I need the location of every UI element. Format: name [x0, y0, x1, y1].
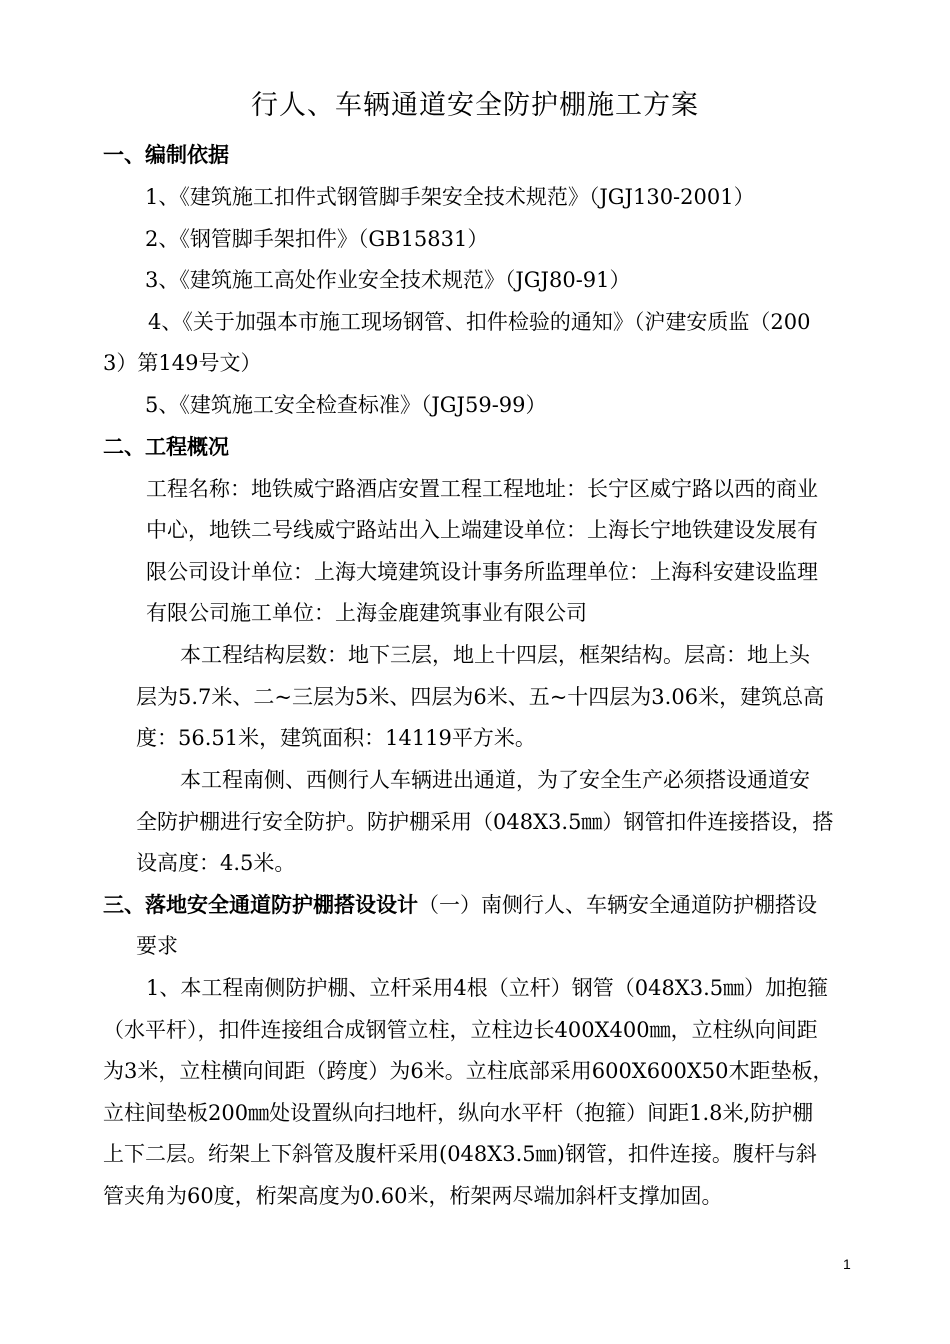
- structure-line-3: 度：56.51米，建筑面积：14119平方米。: [136, 726, 536, 750]
- project-info-line-1: 工程名称：地铁威宁路酒店安置工程工程地址：长宁区威宁路以西的商业: [146, 477, 818, 501]
- design-line-3: 为3米，立柱横向间距（跨度）为6米。立柱底部采用600X600X50木距垫板，: [103, 1059, 834, 1083]
- section3-subheading: （一）南侧行人、车辆安全通道防护棚搭设: [418, 893, 817, 917]
- channel-line-1: 本工程南侧、西侧行人车辆进出通道，为了安全生产必须搭设通道安: [180, 768, 810, 792]
- design-line-6: 管夹角为60度，桁架高度为0.60米，桁架两尽端加斜杆支撑加固。: [103, 1184, 723, 1208]
- structure-line-2: 层为5.7米、二~三层为5米、四层为6米、五~十四层为3.06米，建筑总高: [136, 685, 825, 709]
- section2-heading: 二、工程概况: [103, 435, 229, 459]
- section3-subheading-cont: 要求: [136, 934, 178, 958]
- design-line-2: （水平杆），扣件连接组合成钢管立柱，立柱边长400X400㎜，立柱纵向间距: [103, 1018, 818, 1042]
- project-info-line-3: 限公司设计单位：上海大境建筑设计事务所监理单位：上海科安建设监理: [146, 560, 818, 584]
- section1-item-5: 5、《建筑施工安全检查标准》（JGJ59-99）: [145, 393, 547, 417]
- channel-line-2: 全防护棚进行安全防护。防护棚采用（048X3.5㎜）钢管扣件连接搭设，搭: [136, 810, 834, 834]
- design-line-5: 上下二层。绗架上下斜管及腹杆采用(048X3.5㎜)钢管，扣件连接。腹杆与斜: [103, 1142, 817, 1166]
- section1-heading: 一、编制依据: [103, 143, 229, 167]
- section1-item-4-cont: 3）第149号文）: [103, 351, 262, 375]
- document-title: 行人、车辆通道安全防护棚施工方案: [251, 90, 699, 121]
- section3-heading-bold: 三、落地安全通道防护棚搭设设计: [103, 893, 418, 917]
- section3-heading: [103, 891, 817, 919]
- project-info-line-4: 有限公司施工单位：上海金鹿建筑事业有限公司: [146, 601, 587, 625]
- project-info-line-2: 中心，地铁二号线威宁路站出入上端建设单位：上海长宁地铁建设发展有: [146, 518, 818, 542]
- section1-item-3: 3、《建筑施工高处作业安全技术规范》（JGJ80-91）: [145, 268, 631, 292]
- section1-item-4: 4、《关于加强本市施工现场钢管、扣件检验的通知》（沪建安质监（200: [148, 310, 811, 334]
- page-number: 1: [843, 1256, 851, 1272]
- structure-line-1: 本工程结构层数：地下三层，地上十四层，框架结构。层高：地上头: [180, 643, 810, 667]
- design-line-1: 1、本工程南侧防护棚、立杆采用4根（立杆）钢管（048X3.5㎜）加抱箍: [146, 976, 829, 1000]
- section1-item-2: 2、《钢管脚手架扣件》（GB15831）: [145, 227, 489, 251]
- section1-item-1: 1、《建筑施工扣件式钢管脚手架安全技术规范》（JGJ130-2001）: [145, 185, 755, 209]
- design-line-4: 立柱间垫板200㎜处设置纵向扫地杆，纵向水平杆（抱箍）间距1.8米,防护棚: [103, 1101, 814, 1125]
- channel-line-3: 设高度：4.5米。: [136, 851, 296, 875]
